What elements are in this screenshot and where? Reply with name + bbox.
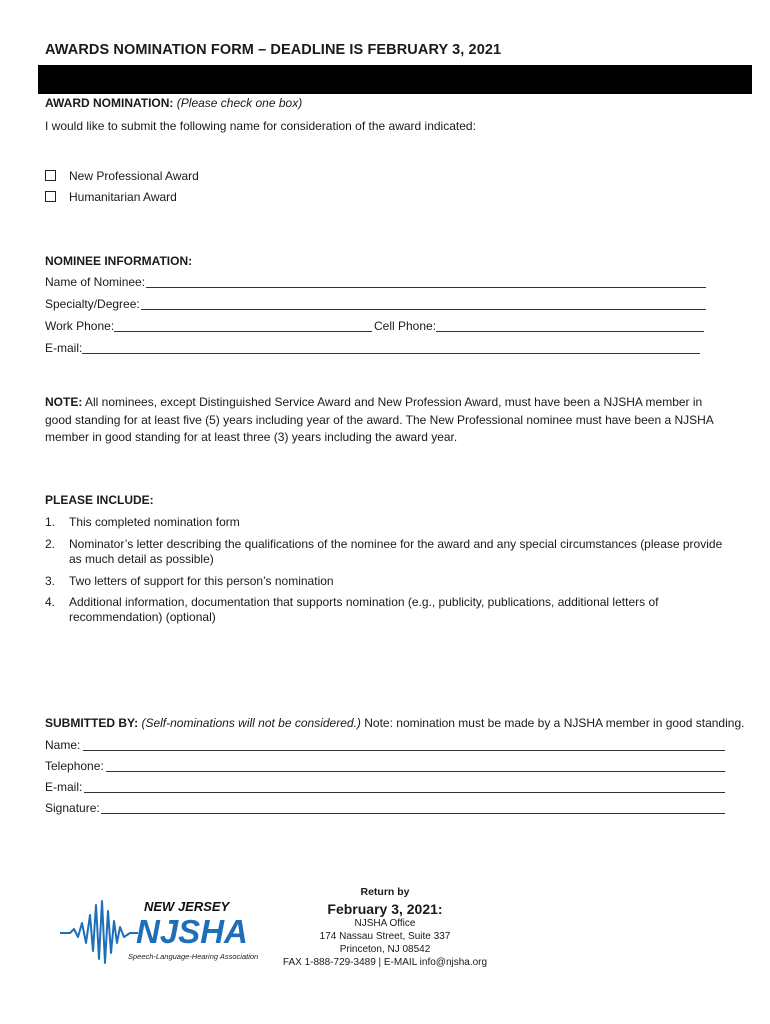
submitter-email-field[interactable] [84, 792, 725, 793]
include-item-text-continued: as much detail as possible) [69, 552, 214, 566]
nominee-email-label: E-mail: [45, 341, 83, 355]
submitted-heading: SUBMITTED BY: [45, 716, 139, 730]
submitter-telephone-label: Telephone: [45, 759, 104, 773]
nominee-name-field[interactable] [146, 287, 706, 288]
include-item [45, 573, 735, 589]
checkbox-icon[interactable] [45, 191, 56, 202]
njsha-logo [60, 893, 270, 969]
nominee-heading: NOMINEE INFORMATION: [45, 254, 193, 268]
nominee-work-phone-field[interactable] [114, 331, 372, 332]
submitted-note: Note: nomination must be made by a NJSHA member in good standing. [364, 716, 745, 730]
submitter-email-label: E-mail: [45, 780, 83, 794]
nominee-cell-phone-label: Cell Phone: [374, 319, 437, 333]
return-street: 174 Nassau Street, Suite 337 [319, 931, 451, 942]
award-option-humanitarian[interactable] [45, 189, 177, 205]
award-nomination-heading: AWARD NOMINATION: [45, 96, 174, 110]
award-option-new-professional[interactable] [45, 168, 199, 184]
return-office: NJSHA Office [354, 918, 416, 929]
note-text: All nominees, except Distinguished Service Award and New Profession Award, must have been a NJSHA member in good standing for at least five (5) years including year of the award. The New Professional nominee must have been a NJSHA member in good standing for at least three (3) years including the award year. [45, 395, 714, 444]
include-item-text: Two letters of support for this person’s nomination [69, 574, 334, 588]
waveform-icon [60, 901, 138, 963]
submitter-name-label: Name: [45, 738, 81, 752]
submitter-telephone-field[interactable] [106, 771, 725, 772]
nominee-work-phone-label: Work Phone: [45, 319, 115, 333]
award-option-label: New Professional Award [69, 169, 199, 183]
award-nomination-hint: (Please check one box) [176, 96, 303, 110]
include-item-number: 2. [45, 537, 56, 551]
submitted-heading-row [45, 715, 744, 731]
return-contact: FAX 1-888-729-3489 | E-MAIL info@njsha.org [282, 957, 488, 968]
include-item-text-continued: recommendation) (optional) [69, 610, 216, 624]
checkbox-icon[interactable] [45, 170, 56, 181]
include-item-text: Nominator’s letter describing the qualifications of the nominee for the award and any special circumstances (please provide [69, 537, 723, 551]
include-item [45, 594, 735, 626]
note-paragraph [45, 394, 725, 447]
award-nomination-intro: I would like to submit the following name for consideration of the award indicated: [45, 119, 476, 133]
submitted-hint: (Self-nominations will not be considered.) [141, 716, 361, 730]
logo-tagline: Speech-Language-Hearing Association [128, 952, 259, 961]
note-label: NOTE: [45, 395, 83, 409]
nominee-specialty-label: Specialty/Degree: [45, 297, 140, 311]
award-option-label: Humanitarian Award [69, 190, 177, 204]
nominee-specialty-field[interactable] [141, 309, 706, 310]
include-heading: PLEASE INCLUDE: [45, 493, 154, 507]
header-bar [38, 65, 752, 94]
nominee-cell-phone-field[interactable] [436, 331, 704, 332]
form-title: AWARDS NOMINATION FORM – DEADLINE IS FEBRUARY 3, 2021 [45, 42, 502, 58]
return-city: Princeton, NJ 08542 [339, 944, 431, 955]
include-item-number: 4. [45, 595, 56, 609]
submitter-name-field[interactable] [83, 750, 725, 751]
submitter-signature-field[interactable] [101, 813, 725, 814]
logo-top-text: NEW JERSEY [144, 899, 230, 914]
return-label: Return by [360, 886, 410, 898]
include-item [45, 536, 735, 568]
return-date: February 3, 2021: [327, 901, 443, 917]
include-item-number: 3. [45, 574, 56, 588]
include-item-text: Additional information, documentation that supports nomination (e.g., publicity, publications, additional letters of [69, 595, 659, 609]
nominee-email-field[interactable] [82, 353, 700, 354]
nominee-name-label: Name of Nominee: [45, 275, 146, 289]
include-item-number: 1. [45, 515, 56, 529]
include-item-text: This completed nomination form [69, 515, 240, 529]
logo-main-text: NJSHA [136, 913, 248, 950]
award-nomination-heading-row [45, 95, 302, 111]
submitter-signature-label: Signature: [45, 801, 100, 815]
include-item [45, 514, 735, 530]
